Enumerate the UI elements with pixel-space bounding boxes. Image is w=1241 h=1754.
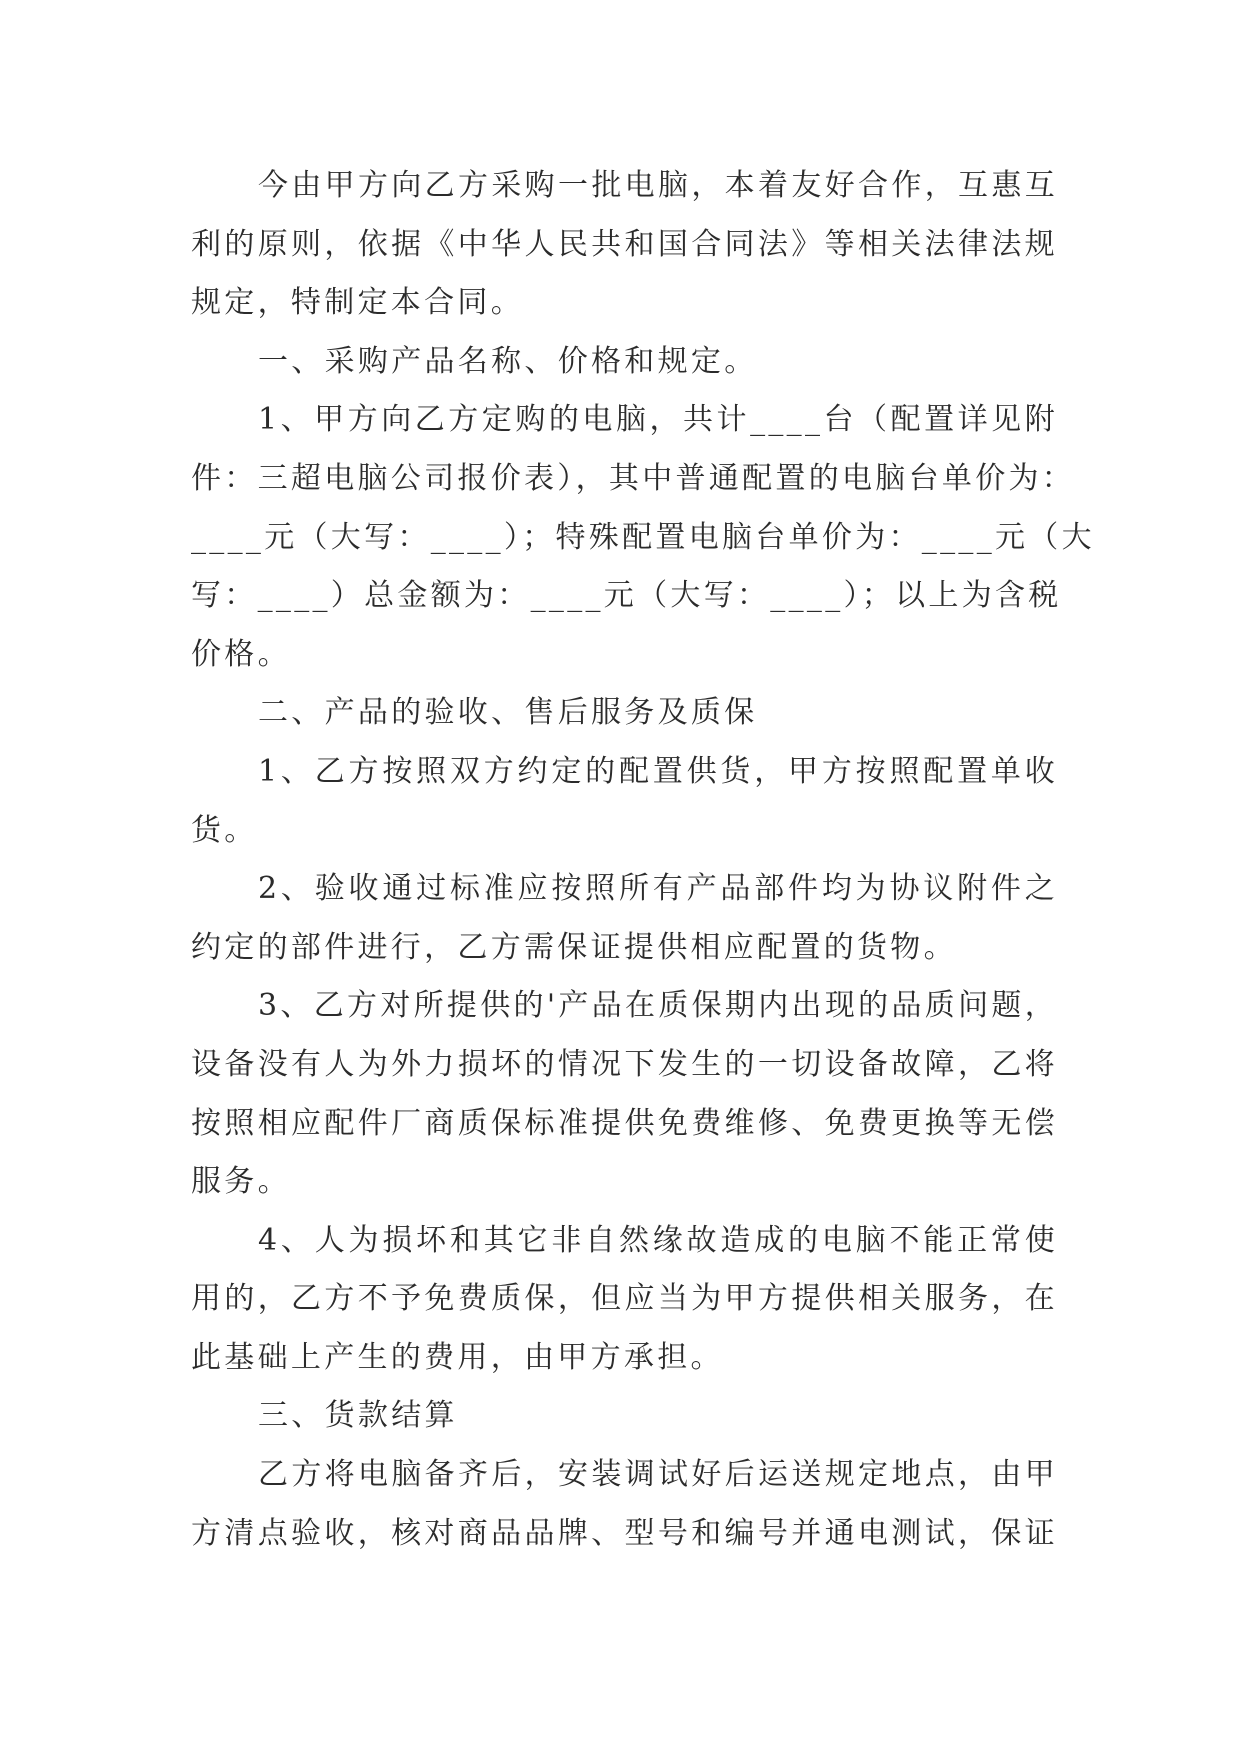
text-line: 写：____）总金额为：____元（大写：____）；以上为含税 <box>191 578 1062 614</box>
clause-2-1 <box>191 743 1058 860</box>
text-line: 乙方将电脑备齐后，安装调试好后运送规定地点，由甲 <box>258 1457 1058 1493</box>
text-line: 今由甲方向乙方采购一批电脑，本着友好合作，互惠互 <box>258 168 1058 203</box>
clause-1-1 <box>191 391 1095 684</box>
intro-paragraph <box>191 157 1058 333</box>
text-line: 二、产品的验收、售后服务及质保 <box>258 695 758 731</box>
text-line: 三、货款结算 <box>258 1398 458 1434</box>
section-heading-2 <box>191 684 1058 743</box>
text-line: 利的原则，依据《中华人民共和国合同法》等相关法律法规 <box>191 226 1058 262</box>
text-line: 按照相应配件厂商质保标准提供免费维修、免费更换等无偿 <box>191 1105 1058 1141</box>
clause-2-3 <box>191 977 1058 1211</box>
section-heading-3 <box>191 1387 1058 1446</box>
text-line: 此基础上产生的费用，由甲方承担。 <box>191 1339 724 1375</box>
document-body <box>191 157 1095 1563</box>
text-line: 设备没有人为外力损坏的情况下发生的一切设备故障，乙将 <box>191 1046 1058 1082</box>
text-line: 1、乙方按照双方约定的配置供货，甲方按照配置单收 <box>258 753 1058 789</box>
text-line: 1、甲方向乙方定购的电脑，共计____台（配置详见附 <box>258 402 1058 438</box>
clause-2-2 <box>191 860 1058 977</box>
text-line: 3、乙方对所提供的'产品在质保期内出现的品质问题， <box>258 988 1058 1024</box>
text-line: 服务。 <box>191 1164 291 1200</box>
text-line: 2、验收通过标准应按照所有产品部件均为协议附件之 <box>258 871 1058 907</box>
text-line: 一、采购产品名称、价格和规定。 <box>258 343 758 379</box>
text-line: 方清点验收，核对商品品牌、型号和编号并通电测试，保证 <box>191 1515 1058 1551</box>
text-line: 件：三超电脑公司报价表），其中普通配置的电脑台单价为： <box>191 460 1076 496</box>
text-line: 用的，乙方不予免费质保，但应当为甲方提供相关服务，在 <box>191 1281 1058 1317</box>
text-line: 规定，特制定本合同。 <box>191 285 524 321</box>
clause-3-body <box>191 1446 1058 1563</box>
text-line: ____元（大写：____）；特殊配置电脑台单价为：____元（大 <box>191 519 1095 555</box>
clause-2-4 <box>191 1212 1058 1388</box>
text-line: 货。 <box>191 812 258 848</box>
text-line: 4、人为损坏和其它非自然缘故造成的电脑不能正常使 <box>258 1222 1058 1258</box>
text-line: 约定的部件进行，乙方需保证提供相应配置的货物。 <box>191 929 957 965</box>
section-heading-1 <box>191 333 1058 392</box>
text-line: 价格。 <box>191 636 291 672</box>
